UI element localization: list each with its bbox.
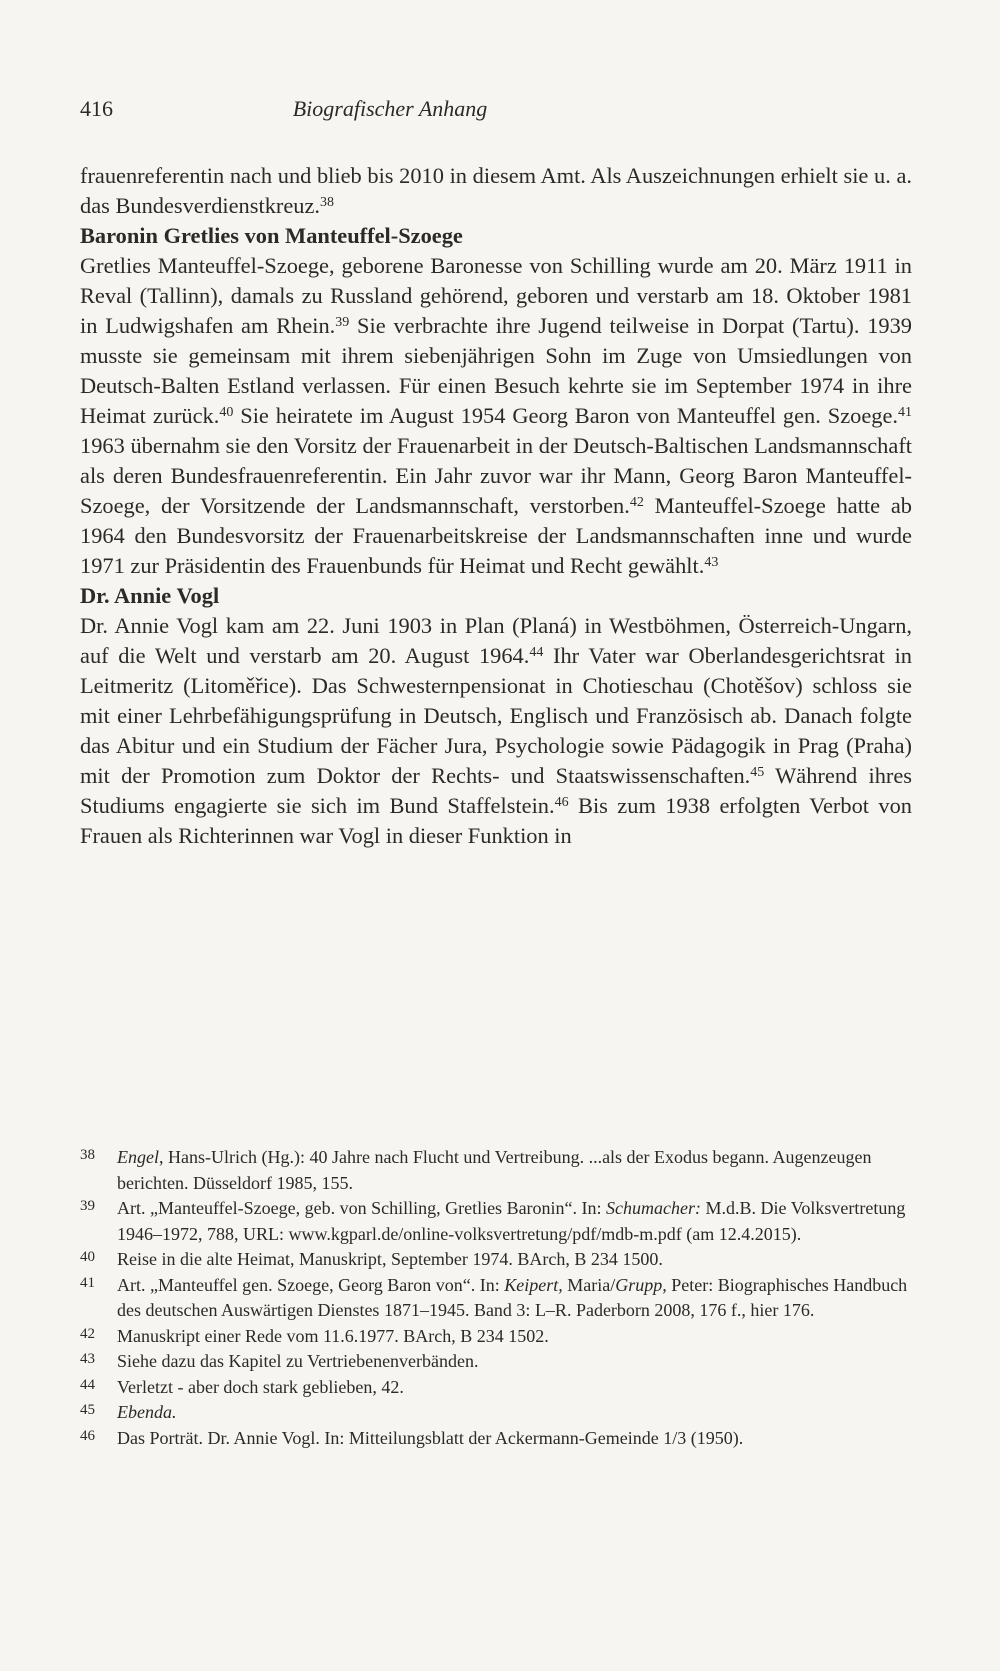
- section-heading-manteuffel: Baronin Gretlies von Manteuffel-Szoege: [80, 223, 463, 248]
- footnote: 44 Verletzt - aber doch stark geblieben, 42.: [80, 1376, 404, 1397]
- footnote: 45 Ebenda.: [80, 1402, 177, 1422]
- footnote-ref: 38: [320, 195, 335, 210]
- main-text: [80, 161, 912, 851]
- section-paragraph-vogl: Dr. Annie Vogl kam am 22. Juni 1903 in Plan (Planá) in Westböhmen, Österreich-Ungarn, auf die Welt und verstarb am 20. August 1964.44 Ihr Vater war Oberlandesgerichtsrat in Leitmeritz (Litoměřice). Das Schwesternpensionat in Chotieschau (Chotěšov) schloss sie mit einer Lehrbefähigungsprüfung in Deutsch, Englisch und Französisch ab. Danach folgte das Abitur und ein Studium der Fächer Jura, Psychologie sowie Pädagogik in Prag (Praha) mit der Promotion zum Doktor der Rechts- und Staatswissenschaften.$^{45}$ Während ihres Studiums engagierte sie sich im Bund Staffelstein.$^{46}$ Bis zum 1938 erfolgten Verbot von Frauen als Richterinnen war Vogl in dieser Funktion in: [80, 613, 912, 848]
- footnote-ref: 40: [219, 405, 234, 420]
- footnote-ref: 43: [704, 555, 719, 570]
- section-paragraph-manteuffel: Gretlies Manteuffel-Szoege, geborene Baronesse von Schilling wurde am 20. März 1911 in Reval (Tallinn), damals zu Russland gehörend, geboren und verstarb am 18. Oktober 1981 in Ludwigshafen am Rhein.$^{39}$ Sie verbrachte ihre Jugend teilweise in Dorpat (Tartu). 1939 musste sie gemeinsam mit ihrem siebenjährigen Sohn im Zuge von Umsiedlungen von Deutsch-Balten Estland verlassen. Für einen Besuch kehrte sie im September 1974 in ihre Heimat zurück.$^{40}$ Sie heiratete im August 1954 Georg Baron von Manteuffel gen. Szoege.$^{41}$ 1963 übernahm sie den Vorsitz der Frauenarbeit in der Deutsch-Baltischen Landsmannschaft als deren Bundesfrauenreferentin. Ein Jahr zuvor war ihr Mann, Georg Baron Manteuffel-Szoege, der Vorsitzende der Landsmannschaft, verstorben.$^{42}$ Manteuffel-Szoege hatte ab 1964 den Bundesvorsitz der Frauenarbeitskreise der Landsmannschaften inne und wurde 1971 zur Präsidentin des Frauenbunds für Heimat und Recht gewählt.$^{43}$: [80, 253, 912, 578]
- footnote: 43 Siehe dazu das Kapitel zu Vertriebenenverbänden.: [80, 1351, 479, 1371]
- footnote-ref: 41: [898, 405, 912, 420]
- page-number: 416: [80, 96, 113, 121]
- footnote: 38 Engel, Hans-Ulrich (Hg.): 40 Jahre nach Flucht und Vertreibung. ...als der Exodus begann. Augenzeugen berichten. Düsseldorf 1985, 155.: [80, 1147, 872, 1193]
- footnote-ref: 39: [335, 315, 350, 330]
- footnote-ref: 45: [750, 765, 765, 780]
- footnote: 41 Art. „Manteuffel gen. Szoege, Georg Baron von“. In: Keipert, Maria/Grupp, Peter: Biographisches Handbuch des deutschen Auswärtigen Dienstes 1871–1945. Band 3: L–R. Paderborn 2008, 176 f., hier 176.: [80, 1274, 908, 1320]
- footnote: 39 Art. „Manteuffel-Szoege, geb. von Schilling, Gretlies Baronin“. In: Schumacher: M.d.B. Die Volksvertretung 1946–1972, 788, URL: www.kgparl.de/online-volksvertretung/pdf/mdb-m.pdf (am 12.4.2015).: [80, 1198, 906, 1244]
- footnote: 46 Das Porträt. Dr. Annie Vogl. In: Mitteilungsblatt der Ackermann-Gemeinde 1/3 (1950).: [80, 1427, 744, 1448]
- running-title: Biografischer Anhang: [292, 96, 488, 121]
- section-heading-vogl: Dr. Annie Vogl: [80, 583, 220, 608]
- footnote-ref: 44: [529, 645, 544, 660]
- footnote-ref: 46: [554, 795, 569, 810]
- footnote: 40 Reise in die alte Heimat, Manuskript, September 1974. BArch, B 234 1500.: [80, 1249, 663, 1269]
- footnote: 42 Manuskript einer Rede vom 11.6.1977. BArch, B 234 1502.: [80, 1325, 549, 1346]
- intro-paragraph: frauenreferentin nach und blieb bis 2010 in diesem Amt. Als Auszeichnungen erhielt sie u. a. das Bundesverdienstkreuz.$^{38}$: [80, 163, 912, 218]
- footnote-ref: 42: [629, 495, 644, 510]
- page-header: [80, 96, 910, 128]
- footnotes: [80, 1145, 912, 1451]
